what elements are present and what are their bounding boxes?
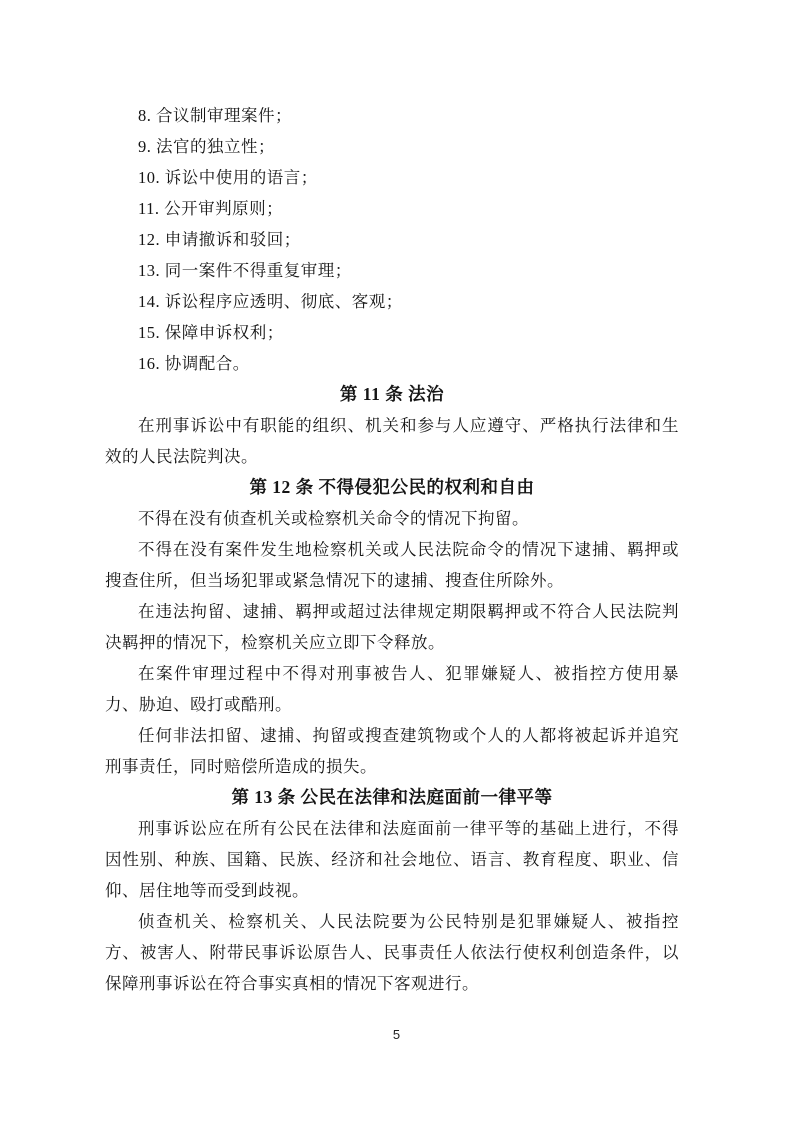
paragraph: 刑事诉讼应在所有公民在法律和法庭面前一律平等的基础上进行，不得因性别、种族、国籍、民族、经济和社会地位、语言、教育程度、职业、信仰、居住地等而受到歧视。	[105, 819, 679, 900]
list-item: 10. 诉讼中使用的语言；	[138, 168, 318, 187]
document-body	[105, 100, 679, 999]
paragraph: 侦查机关、检察机关、人民法院要为公民特别是犯罪嫌疑人、被指控方、被害人、附带民事诉讼原告人、民事责任人依法行使权利创造条件，以保障刑事诉讼在符合事实真相的情况下客观进行。	[105, 912, 679, 993]
list-item: 16. 协调配合。	[138, 354, 250, 373]
list-item: 11. 公开审判原则；	[138, 199, 284, 218]
paragraph: 不得在没有侦查机关或检察机关命令的情况下拘留。	[138, 509, 529, 528]
paragraph: 在违法拘留、逮捕、羁押或超过法律规定期限羁押或不符合人民法院判决羁押的情况下，检察机关应立即下令释放。	[105, 602, 679, 652]
paragraph: 任何非法扣留、逮捕、拘留或搜查建筑物或个人的人都将被起诉并追究刑事责任，同时赔偿所造成的损失。	[105, 726, 679, 776]
list-item: 12. 申请撤诉和驳回；	[138, 230, 301, 249]
list-item: 13. 同一案件不得重复审理；	[138, 261, 352, 280]
page-number: 5	[392, 1027, 401, 1042]
list-item: 8. 合议制审理案件；	[138, 106, 292, 125]
paragraph: 不得在没有案件发生地检察机关或人民法院命令的情况下逮捕、羁押或搜查住所，但当场犯罪或紧急情况下的逮捕、搜查住所除外。	[105, 540, 679, 590]
paragraph: 在案件审理过程中不得对刑事被告人、犯罪嫌疑人、被指控方使用暴力、胁迫、殴打或酷刑。	[105, 664, 679, 714]
section-heading-article-13: 第 13 条 公民在法律和法庭面前一律平等	[231, 787, 553, 807]
list-item: 14. 诉讼程序应透明、彻底、客观；	[138, 292, 403, 311]
section-heading-article-12: 第 12 条 不得侵犯公民的权利和自由	[249, 477, 535, 497]
list-item: 9. 法官的独立性；	[138, 137, 275, 156]
paragraph: 在刑事诉讼中有职能的组织、机关和参与人应遵守、严格执行法律和生效的人民法院判决。	[105, 416, 679, 466]
section-heading-article-11: 第 11 条 法治	[339, 384, 445, 404]
list-item: 15. 保障申诉权利；	[138, 323, 284, 342]
